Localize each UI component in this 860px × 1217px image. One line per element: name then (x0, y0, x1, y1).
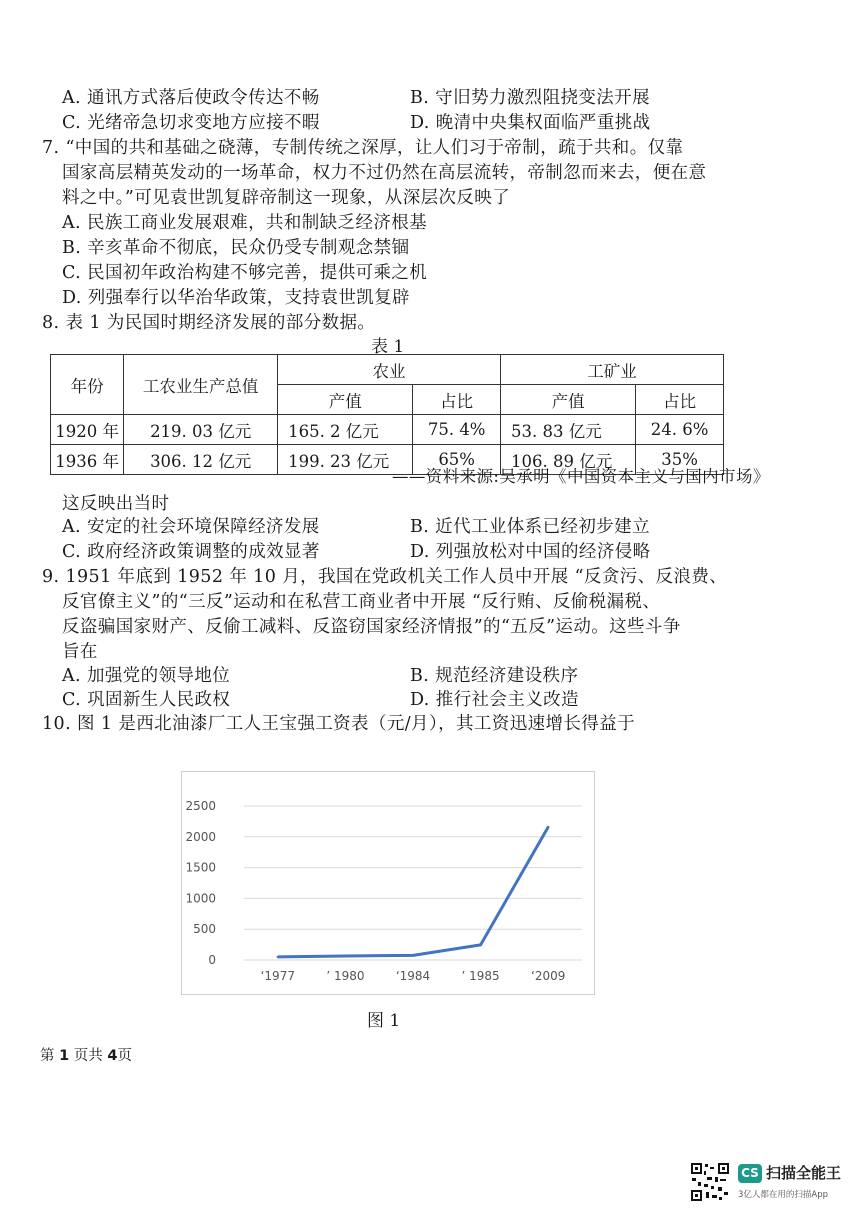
q7-option-d: D. 列强奉行以华治华政策，支持袁世凯复辟 (62, 288, 410, 308)
economic-data-table (50, 354, 724, 475)
q8-option-d: D. 列强放松对中国的经济侵略 (410, 542, 651, 562)
q7-option-a: A. 民族工商业发展艰难，共和制缺乏经济根基 (62, 213, 428, 233)
data-point (277, 956, 279, 958)
footer-prefix: 第 (40, 1048, 60, 1064)
footer-mid: 页共 (69, 1048, 108, 1064)
header-agri-share: 占比 (413, 385, 501, 415)
y-tick-label: 1500 (185, 860, 216, 875)
q7-stem-line-3: 料之中。”可见袁世凯复辟帝制这一现象，从深层次反映了 (62, 188, 511, 208)
cell-agri-output: 199. 23 亿元 (278, 445, 413, 475)
q6-option-a: A. 通讯方式落后使政令传达不畅 (62, 88, 320, 108)
q7-stem-line-1: 7. “中国的共和基础之硗薄，专制传统之深厚，让人们习于帝制，疏于共和。仅靠 (42, 138, 684, 158)
x-tick-label: ‘2009 (531, 969, 566, 983)
y-tick-label: 2000 (185, 829, 216, 844)
qr-code-icon (690, 1162, 730, 1202)
wage-line-chart (182, 772, 594, 994)
header-agri-output: 产值 (278, 385, 413, 415)
cell-total: 219. 03 亿元 (124, 415, 278, 445)
figure-caption: 图 1 (367, 1011, 401, 1031)
footer-page-number: 1 (59, 1048, 70, 1064)
x-tick-label: ‘1977 (260, 969, 295, 983)
header-total: 工农业生产总值 (124, 355, 278, 415)
q8-option-a: A. 安定的社会环境保障经济发展 (62, 517, 320, 537)
q8-option-c: C. 政府经济政策调整的成效显著 (62, 542, 320, 562)
q7-option-b: B. 辛亥革命不彻底，民众仍受专制观念禁锢 (62, 238, 410, 258)
x-tick-label: ’ 1985 (461, 969, 500, 983)
wage-series-line (278, 827, 548, 957)
q9-stem-line-2: 反官僚主义”的“三反”运动和在私营工商业者中开展 “反行贿、反偷税漏税、 (62, 592, 661, 612)
cell-agri-output: 165. 2 亿元 (278, 415, 413, 445)
q9-option-c: C. 巩固新生人民政权 (62, 690, 231, 710)
q7-stem-line-2: 国家高层精英发动的一场革命，权力不过仍然在高层流转，帝制忽而来去，便在意 (62, 163, 707, 183)
q8-stem: 8. 表 1 为民国时期经济发展的部分数据。 (42, 313, 376, 333)
scanner-app-tagline: 3亿人都在用的扫描App (738, 1190, 829, 1200)
header-ind-output: 产值 (501, 385, 636, 415)
q9-option-d: D. 推行社会主义改造 (410, 690, 579, 710)
data-point (547, 826, 549, 828)
q9-stem-line-3: 反盗骗国家财产、反偷工减料、反盗窃国家经济情报”的“五反”运动。这些斗争 (62, 617, 681, 637)
footer-suffix: 页 (117, 1048, 133, 1064)
footer-total-pages: 4 (107, 1048, 118, 1064)
data-point (479, 944, 481, 946)
cell-year: 1936 年 (51, 445, 124, 475)
cell-ind-output: 106. 89 亿元 (501, 445, 636, 475)
cell-year: 1920 年 (51, 415, 124, 445)
cell-ind-output: 53. 83 亿元 (501, 415, 636, 445)
header-ind-share: 占比 (636, 385, 724, 415)
q6-option-d: D. 晚清中央集权面临严重挑战 (410, 113, 651, 133)
y-tick-label: 2500 (185, 799, 216, 813)
y-tick-label: 1000 (185, 891, 216, 906)
q7-option-c: C. 民国初年政治构建不够完善，提供可乘之机 (62, 263, 428, 283)
q9-stem-line-1: 9. 1951 年底到 1952 年 10 月，我国在党政机关工作人员中开展 “反贪污、反浪费、 (42, 567, 728, 587)
data-point (412, 954, 414, 956)
x-tick-label: ’ 1980 (326, 969, 365, 983)
cell-ind-share: 24. 6% (636, 415, 724, 445)
header-industry: 工矿业 (501, 355, 724, 385)
cell-agri-share: 65% (413, 445, 501, 475)
cell-total: 306. 12 亿元 (124, 445, 278, 475)
q8-stem-after: 这反映出当时 (62, 494, 170, 514)
scanner-app-name: 扫描全能王 (766, 1164, 842, 1182)
data-point (344, 955, 346, 957)
q8-option-b: B. 近代工业体系已经初步建立 (410, 517, 650, 537)
table-row (51, 415, 724, 445)
q9-option-b: B. 规范经济建设秩序 (410, 666, 579, 686)
cell-ind-share: 35% (636, 445, 724, 475)
header-year: 年份 (51, 355, 124, 415)
cell-agri-share: 75. 4% (413, 415, 501, 445)
wage-chart (181, 771, 595, 995)
table-source: ——资料来源:吴承明《中国资本主义与国内市场》 (392, 467, 770, 486)
page-footer (40, 1044, 132, 1065)
q9-stem-line-4: 旨在 (62, 642, 98, 662)
q9-option-a: A. 加强党的领导地位 (62, 666, 231, 686)
y-tick-label: 0 (208, 953, 216, 967)
q6-option-c: C. 光绪帝急切求变地方应接不暇 (62, 113, 320, 133)
header-agriculture: 农业 (278, 355, 501, 385)
x-tick-label: ‘1984 (395, 969, 431, 983)
y-tick-label: 500 (193, 922, 216, 937)
cs-logo-icon: CS (738, 1164, 762, 1183)
q10-stem: 10. 图 1 是西北油漆厂工人王宝强工资表（元/月），其工资迅速增长得益于 (42, 714, 635, 734)
table-title: 表 1 (371, 337, 405, 357)
q6-option-b: B. 守旧势力激烈阻挠变法开展 (410, 88, 650, 108)
